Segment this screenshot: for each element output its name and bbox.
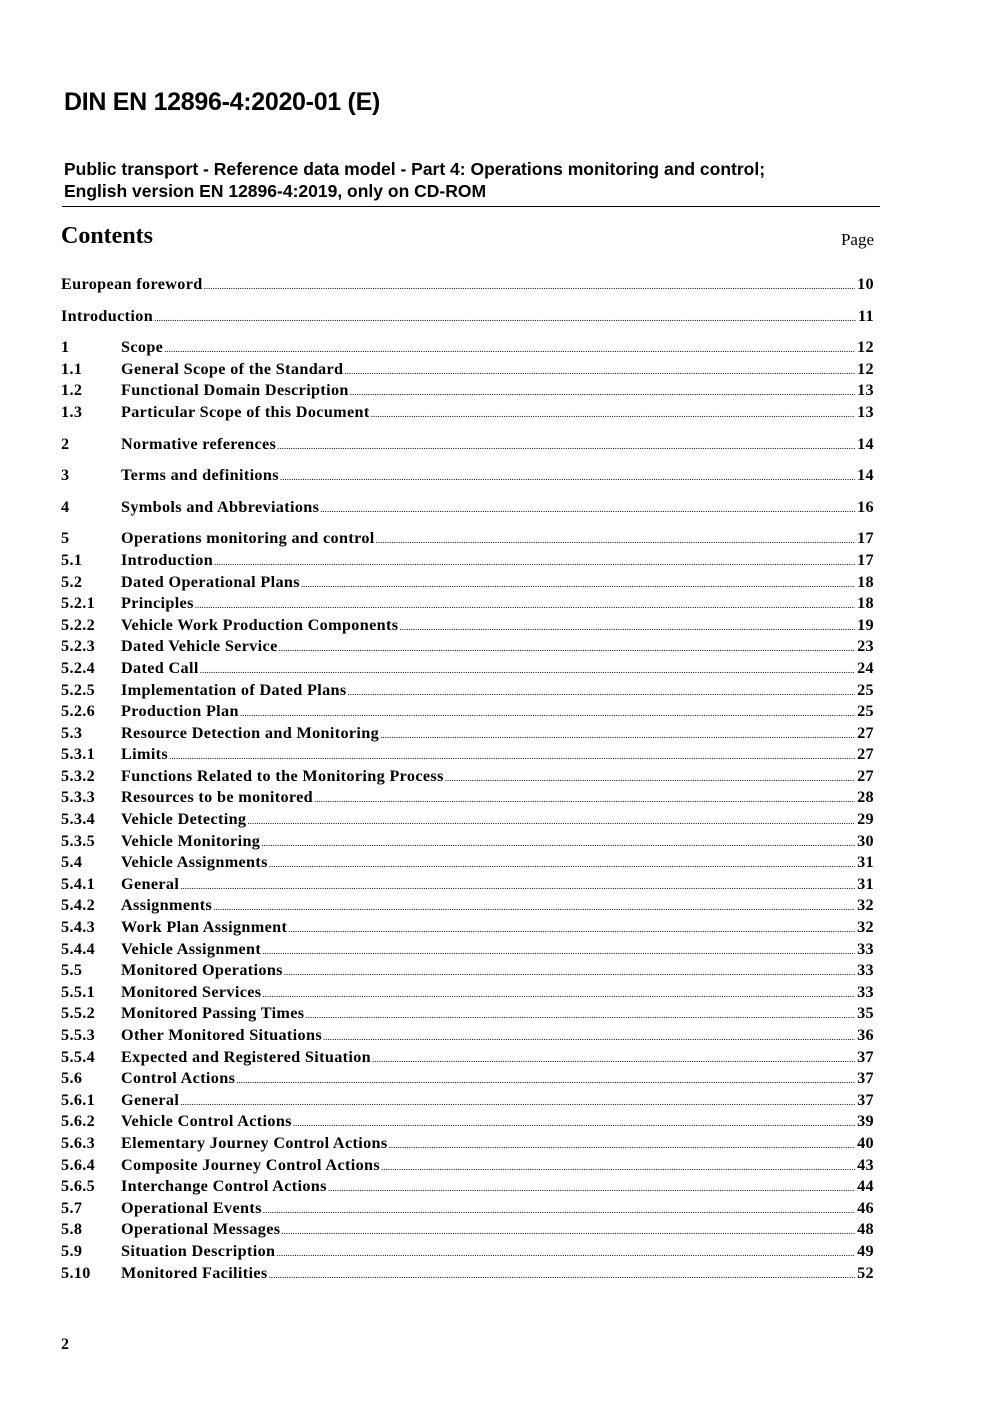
toc-entry[interactable]	[61, 465, 874, 487]
toc-entry-number: 1	[61, 338, 70, 357]
toc-entry-page: 31	[857, 853, 874, 872]
toc-entry-title: General	[121, 874, 180, 893]
toc-entry[interactable]	[61, 1241, 874, 1263]
toc-entry-title: Vehicle Monitoring	[121, 831, 261, 850]
toc-entry-title: Assignments	[121, 896, 213, 915]
header-divider	[62, 206, 880, 207]
toc-entry-page: 52	[857, 1263, 874, 1282]
toc-entry-page: 39	[857, 1112, 874, 1131]
toc-entry-number: 5.6.4	[61, 1155, 96, 1174]
toc-dot-leader	[262, 984, 855, 1006]
toc-entry[interactable]	[61, 852, 874, 874]
toc-entry-number: 5.7	[61, 1198, 83, 1217]
toc-entry-title: Operational Messages	[121, 1220, 281, 1239]
toc-entry[interactable]	[61, 1155, 874, 1177]
toc-entry[interactable]	[61, 1025, 874, 1047]
toc-entry-title: Composite Journey Control Actions	[121, 1155, 381, 1174]
toc-entry-page: 16	[857, 497, 874, 516]
toc-entry-number: 5.6.2	[61, 1112, 96, 1131]
toc-entry[interactable]	[61, 680, 874, 702]
toc-dot-leader	[276, 1243, 855, 1265]
toc-entry[interactable]	[61, 337, 874, 359]
toc-dot-leader	[279, 638, 856, 660]
toc-entry-title: General	[121, 1090, 180, 1109]
toc-entry-page: 13	[857, 402, 874, 421]
toc-entry-page: 37	[857, 1090, 874, 1109]
toc-entry-number: 5.3.2	[61, 766, 96, 785]
toc-entry-number: 5.2.3	[61, 637, 96, 656]
toc-entry[interactable]	[61, 402, 874, 424]
toc-entry-page: 27	[857, 766, 874, 785]
toc-dot-leader	[376, 530, 855, 552]
toc-entry-page: 18	[857, 594, 874, 613]
toc-entry[interactable]	[61, 1003, 874, 1025]
toc-entry-page: 10	[857, 275, 874, 293]
toc-entry-title: Vehicle Work Production Components	[121, 615, 399, 634]
toc-entry-number: 1.1	[61, 359, 83, 378]
toc-entry-number: 5.5.1	[61, 982, 96, 1001]
toc-entry-title: Resource Detection and Monitoring	[121, 723, 380, 742]
toc-entry-number: 5.5	[61, 961, 83, 980]
toc-entry[interactable]	[61, 917, 874, 939]
toc-entry[interactable]	[61, 572, 874, 594]
toc-entry-number: 5.8	[61, 1220, 83, 1239]
toc-dot-leader	[164, 339, 855, 361]
toc-entry-number: 5.5.3	[61, 1026, 96, 1044]
toc-dot-leader	[269, 854, 855, 876]
toc-entry[interactable]	[61, 593, 874, 615]
toc-entry[interactable]	[61, 1068, 874, 1090]
toc-entry[interactable]	[61, 615, 874, 637]
toc-entry[interactable]	[61, 1219, 874, 1241]
toc-entry-number: 5.2.4	[61, 658, 96, 677]
toc-entry-title: Normative references	[121, 434, 277, 453]
toc-entry-title: Vehicle Assignments	[121, 853, 268, 872]
toc-entry-title: Functions Related to the Monitoring Process	[121, 766, 444, 785]
toc-entry-number: 2	[61, 434, 70, 453]
toc-entry-title: Particular Scope of this Document	[121, 402, 370, 421]
toc-dot-leader	[169, 746, 855, 768]
toc-entry-title: Vehicle Detecting	[121, 810, 247, 829]
toc-entry[interactable]	[61, 982, 874, 1004]
document-subtitle	[64, 158, 880, 202]
toc-dot-leader	[445, 768, 855, 790]
toc-entry-page: 23	[857, 637, 874, 656]
toc-entry[interactable]	[61, 874, 874, 896]
toc-entry-title: Work Plan Assignment	[121, 918, 288, 937]
toc-dot-leader	[180, 1092, 855, 1114]
toc-entry-page: 14	[857, 466, 874, 485]
toc-entry-title: Limits	[121, 745, 169, 764]
toc-entry-number: 5.3.3	[61, 788, 96, 807]
toc-entry-page: 33	[857, 939, 874, 958]
table-of-contents	[61, 274, 874, 1284]
toc-entry-title: Monitored Services	[121, 982, 262, 1001]
toc-entry-number: 5	[61, 529, 70, 548]
toc-entry-title: Interchange Control Actions	[121, 1177, 327, 1196]
toc-entry[interactable]	[61, 497, 874, 519]
toc-entry-title: Production Plan	[121, 702, 239, 721]
toc-entry-number: 5.3.4	[61, 810, 96, 829]
toc-dot-leader	[371, 404, 855, 426]
toc-entry-title: Operations monitoring and control	[121, 529, 375, 548]
subtitle-line-2: English version EN 12896-4:2019, only on CD-ROM	[64, 181, 487, 201]
toc-entry[interactable]	[61, 701, 874, 723]
toc-entry-title: General Scope of the Standard	[121, 359, 344, 378]
page-column-label: Page	[840, 230, 874, 249]
toc-entry-number: 5.2.5	[61, 680, 96, 699]
page-number: 2	[61, 1336, 69, 1353]
toc-entry-page: 11	[858, 306, 874, 325]
toc-entry-page: 12	[857, 359, 874, 378]
toc-entry-title: Introduction	[121, 550, 214, 569]
toc-entry-number: 5.4.4	[61, 939, 96, 958]
toc-entry-title: Vehicle Assignment	[121, 939, 262, 958]
toc-entry-number: 1.3	[61, 402, 83, 421]
toc-dot-leader	[261, 833, 855, 855]
toc-entry[interactable]	[61, 766, 874, 788]
toc-entry-page: 43	[857, 1155, 874, 1174]
toc-entry[interactable]	[61, 1263, 874, 1285]
document-id: DIN EN 12896-4:2020-01 (E)	[64, 88, 380, 116]
toc-entry-page: 46	[857, 1198, 874, 1217]
toc-entry[interactable]	[61, 1111, 874, 1133]
toc-entry[interactable]	[61, 744, 874, 766]
toc-entry-number: 5.5.4	[61, 1047, 96, 1066]
toc-entry-number: 5.6.1	[61, 1090, 96, 1109]
toc-entry[interactable]	[61, 636, 874, 658]
toc-entry-title: Dated Operational Plans	[121, 572, 300, 591]
toc-entry[interactable]	[61, 359, 874, 381]
toc-entry[interactable]	[61, 787, 874, 809]
toc-dot-leader	[381, 1157, 855, 1179]
toc-entry[interactable]	[61, 550, 874, 572]
toc-dot-leader	[293, 1113, 855, 1135]
toc-dot-leader	[350, 382, 855, 404]
toc-dot-leader	[277, 436, 855, 458]
toc-entry[interactable]	[61, 1198, 874, 1220]
toc-entry-number: 3	[61, 466, 70, 485]
toc-entry-number: 5.4.1	[61, 874, 96, 893]
toc-dot-leader	[380, 725, 855, 747]
toc-entry-page: 30	[857, 831, 874, 850]
toc-entry-title: Situation Description	[121, 1241, 276, 1260]
toc-entry-title: Implementation of Dated Plans	[121, 680, 347, 699]
toc-dot-leader	[372, 1049, 855, 1071]
toc-entry[interactable]	[61, 809, 874, 831]
toc-entry-number: 5.4.3	[61, 918, 96, 937]
toc-dot-leader	[180, 876, 855, 898]
toc-entry-page: 36	[857, 1026, 874, 1044]
toc-entry-title: Operational Events	[121, 1198, 262, 1217]
toc-entry-page: 13	[857, 381, 874, 400]
toc-entry-number: 4	[61, 497, 70, 516]
toc-dot-leader	[288, 919, 855, 941]
toc-dot-leader	[399, 617, 855, 639]
toc-dot-leader	[213, 897, 855, 919]
toc-dot-leader	[280, 467, 855, 489]
toc-dot-leader	[389, 1135, 856, 1157]
toc-entry-page: 33	[857, 961, 874, 980]
toc-entry-title: Other Monitored Situations	[121, 1026, 322, 1044]
toc-entry-page: 19	[857, 615, 874, 634]
toc-dot-leader	[214, 552, 855, 574]
toc-entry-page: 37	[857, 1069, 874, 1088]
toc-entry[interactable]	[61, 939, 874, 961]
toc-entry-number: 5.3.5	[61, 831, 96, 850]
toc-entry-page: 49	[857, 1241, 874, 1260]
toc-dot-leader	[195, 595, 855, 617]
toc-dot-leader	[348, 682, 856, 704]
toc-entry-title: Control Actions	[121, 1069, 236, 1088]
toc-dot-leader	[301, 574, 855, 596]
toc-entry-page: 40	[857, 1133, 874, 1152]
toc-entry[interactable]	[61, 1047, 874, 1069]
toc-entry-page: 37	[857, 1047, 874, 1066]
toc-entry-title: Resources to be monitored	[121, 788, 314, 807]
toc-dot-leader	[263, 1200, 855, 1222]
toc-dot-leader	[344, 361, 855, 383]
toc-entry[interactable]	[61, 1176, 874, 1198]
toc-entry-page: 32	[857, 896, 874, 915]
toc-entry-page: 27	[857, 723, 874, 742]
toc-entry[interactable]	[61, 306, 874, 328]
toc-entry-title: Monitored Operations	[121, 961, 283, 980]
toc-entry-title: Scope	[121, 338, 164, 357]
toc-entry-page: 18	[857, 572, 874, 591]
toc-entry-page: 27	[857, 745, 874, 764]
toc-dot-leader	[320, 499, 855, 521]
toc-entry-page: 44	[857, 1177, 874, 1196]
toc-entry[interactable]	[61, 528, 874, 550]
toc-dot-leader	[236, 1070, 855, 1092]
contents-heading: Contents	[61, 223, 154, 249]
toc-entry[interactable]	[61, 1090, 874, 1112]
toc-entry-page: 28	[857, 788, 874, 807]
toc-entry-page: 17	[857, 529, 874, 548]
toc-dot-leader	[200, 660, 855, 682]
toc-entry-number: 5.2.1	[61, 594, 96, 613]
toc-entry[interactable]	[61, 1133, 874, 1155]
toc-dot-leader	[247, 811, 855, 833]
toc-dot-leader	[204, 276, 856, 298]
toc-entry-number: 1.2	[61, 381, 83, 400]
toc-entry-title: European foreword	[61, 275, 203, 293]
toc-entry-page: 29	[857, 810, 874, 829]
toc-entry-title: Terms and definitions	[121, 466, 279, 485]
toc-entry-page: 48	[857, 1220, 874, 1239]
toc-entry-number: 5.2.6	[61, 702, 96, 721]
toc-entry-page: 33	[857, 982, 874, 1001]
toc-entry[interactable]	[61, 960, 874, 982]
toc-entry-title: Functional Domain Description	[121, 381, 349, 400]
toc-entry-title: Expected and Registered Situation	[121, 1047, 372, 1066]
toc-entry[interactable]	[61, 434, 874, 456]
toc-entry[interactable]	[61, 723, 874, 745]
toc-entry-number: 5.2.2	[61, 615, 96, 634]
toc-entry[interactable]	[61, 380, 874, 402]
toc-entry-title: Elementary Journey Control Actions	[121, 1133, 388, 1152]
toc-entry-number: 5.6.5	[61, 1177, 96, 1196]
toc-entry-number: 5.6	[61, 1069, 83, 1088]
toc-entry-page: 17	[857, 550, 874, 569]
toc-dot-leader	[323, 1027, 855, 1049]
toc-entry-number: 5.6.3	[61, 1133, 96, 1152]
toc-entry[interactable]	[61, 831, 874, 853]
toc-entry-title: Monitored Facilities	[121, 1263, 268, 1282]
toc-dot-leader	[262, 941, 855, 963]
toc-entry-title: Symbols and Abbreviations	[121, 497, 320, 516]
toc-entry-number: 5.4	[61, 853, 83, 872]
toc-dot-leader	[269, 1265, 856, 1287]
toc-entry[interactable]	[61, 895, 874, 917]
toc-entry-number: 5.2	[61, 572, 83, 591]
toc-entry-number: 5.3.1	[61, 745, 96, 764]
subtitle-line-1: Public transport - Reference data model - Part 4: Operations monitoring and control;	[64, 159, 766, 179]
toc-dot-leader	[284, 962, 855, 984]
toc-dot-leader	[305, 1005, 855, 1027]
toc-dot-leader	[328, 1178, 855, 1200]
toc-dot-leader	[314, 789, 855, 811]
toc-entry[interactable]	[61, 658, 874, 680]
toc-entry-page: 14	[857, 434, 874, 453]
toc-entry[interactable]	[61, 274, 874, 296]
toc-entry-page: 32	[857, 918, 874, 937]
toc-entry-page: 25	[857, 702, 874, 721]
toc-dot-leader	[240, 703, 855, 725]
toc-entry-number: 5.4.2	[61, 896, 96, 915]
toc-entry-number: 5.9	[61, 1241, 83, 1260]
toc-entry-title: Monitored Passing Times	[121, 1004, 305, 1023]
toc-entry-title: Introduction	[61, 306, 154, 325]
toc-entry-number: 5.1	[61, 550, 83, 569]
toc-entry-title: Vehicle Control Actions	[121, 1112, 292, 1131]
toc-entry-title: Dated Vehicle Service	[121, 637, 278, 656]
toc-entry-title: Principles	[121, 594, 194, 613]
toc-dot-leader	[281, 1221, 855, 1243]
toc-entry-page: 12	[857, 338, 874, 357]
toc-entry-page: 35	[857, 1004, 874, 1023]
toc-entry-number: 5.3	[61, 723, 83, 742]
toc-entry-number: 5.5.2	[61, 1004, 96, 1023]
toc-entry-page: 31	[857, 874, 874, 893]
toc-dot-leader	[154, 308, 856, 330]
toc-entry-page: 24	[857, 658, 874, 677]
toc-entry-page: 25	[857, 680, 874, 699]
toc-entry-title: Dated Call	[121, 658, 199, 677]
toc-entry-number: 5.10	[61, 1263, 91, 1282]
